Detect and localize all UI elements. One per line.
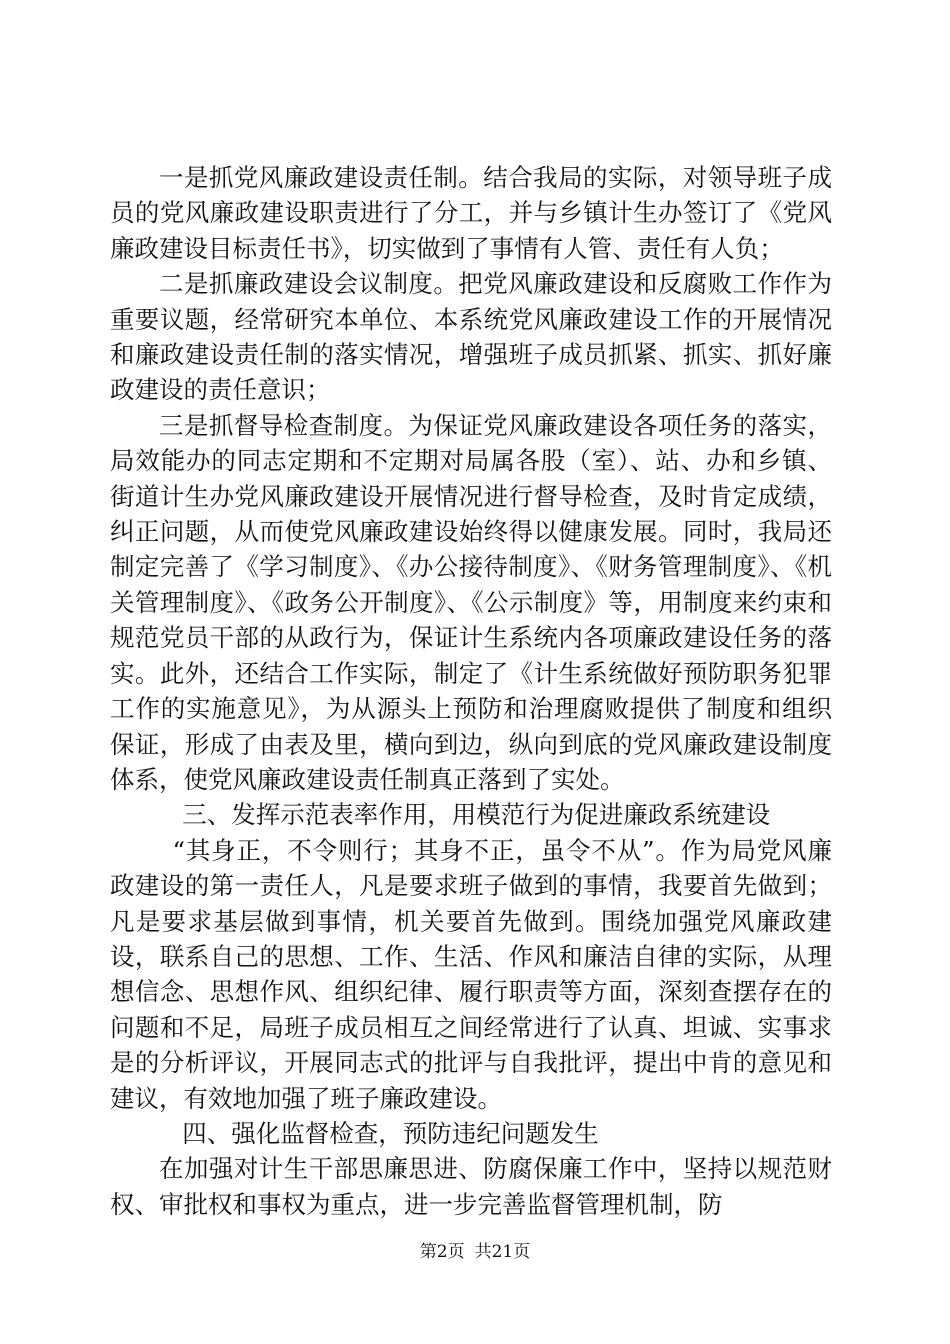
section-heading-three: 三、发挥示范表率作用，用模范行为促进廉政系统建设 — [182, 800, 771, 830]
paragraph-exemplary-role: “其身正，不令则行；其身不正，虽令不从”。作为局党风廉政建设的第一责任人，凡是要求班子做到的事情，我要首先做到；凡是要求基层做到事情，机关要首先做到。围绕加强党风廉政建设，联系自己的思想、工作、生活、作风和廉洁自律的实际，从理想信念、思想作风、组织纪律、履行职责等方面，深刻查摆存在的问题和不足，局班子成员相互之间经常进行了认真、坦诚、实事求是的分析评议，开展同志式的批评与自我批评，提出中肯的意见和建议，有效地加强了班子廉政建设。 — [110, 835, 832, 1113]
paragraph-responsibility-system: 一是抓党风廉政建设责任制。结合我局的实际，对领导班子成员的党风廉政建设职责进行了分工，并与乡镇计生办签订了《党风廉政建设目标责任书》，切实做到了事情有人管、责任有人负； — [110, 163, 832, 263]
section-heading-four: 四、强化监督检查，预防违纪问题发生 — [182, 1118, 599, 1148]
page-footer — [0, 1241, 950, 1263]
page-number: 第2页 — [419, 1242, 465, 1262]
paragraph-supervision-check: 在加强对计生干部思廉思进、防腐保廉工作中，坚持以规范财权、审批权和事权为重点，进一步完善监督管理机制，防 — [110, 1154, 832, 1219]
document-body — [110, 160, 832, 1222]
page-total: 共21页 — [474, 1242, 531, 1262]
paragraph-meeting-system: 二是抓廉政建设会议制度。把党风廉政建设和反腐败工作作为重要议题，经常研究本单位、本系统党风廉政建设工作的开展情况和廉政建设责任制的落实情况，增强班子成员抓紧、抓实、抓好廉政建设的责任意识； — [110, 269, 832, 405]
paragraph-supervision-system: 三是抓督导检查制度。为保证党风廉政建设各项任务的落实，局效能办的同志定期和不定期对局属各股（室）、站、办和乡镇、街道计生办党风廉政建设开展情况进行督导检查，及时肯定成绩，纠正问题，从而使党风廉政建设始终得以健康发展。同时，我局还制定完善了《学习制度》、《办公接待制度》、《财务管理制度》、《机关管理制度》、《政务公开制度》、《公示制度》等，用制度来约束和规范党员干部的从政行为，保证计生系统内各项廉政建设任务的落实。此外，还结合工作实际，制定了《计生系统做好预防职务犯罪工作的实施意见》，为从源头上预防和治理腐败提供了制度和组织保证，形成了由表及里，横向到边，纵向到底的党风廉政建设制度体系，使党风廉政建设责任制真正落到了实处。 — [110, 410, 832, 794]
